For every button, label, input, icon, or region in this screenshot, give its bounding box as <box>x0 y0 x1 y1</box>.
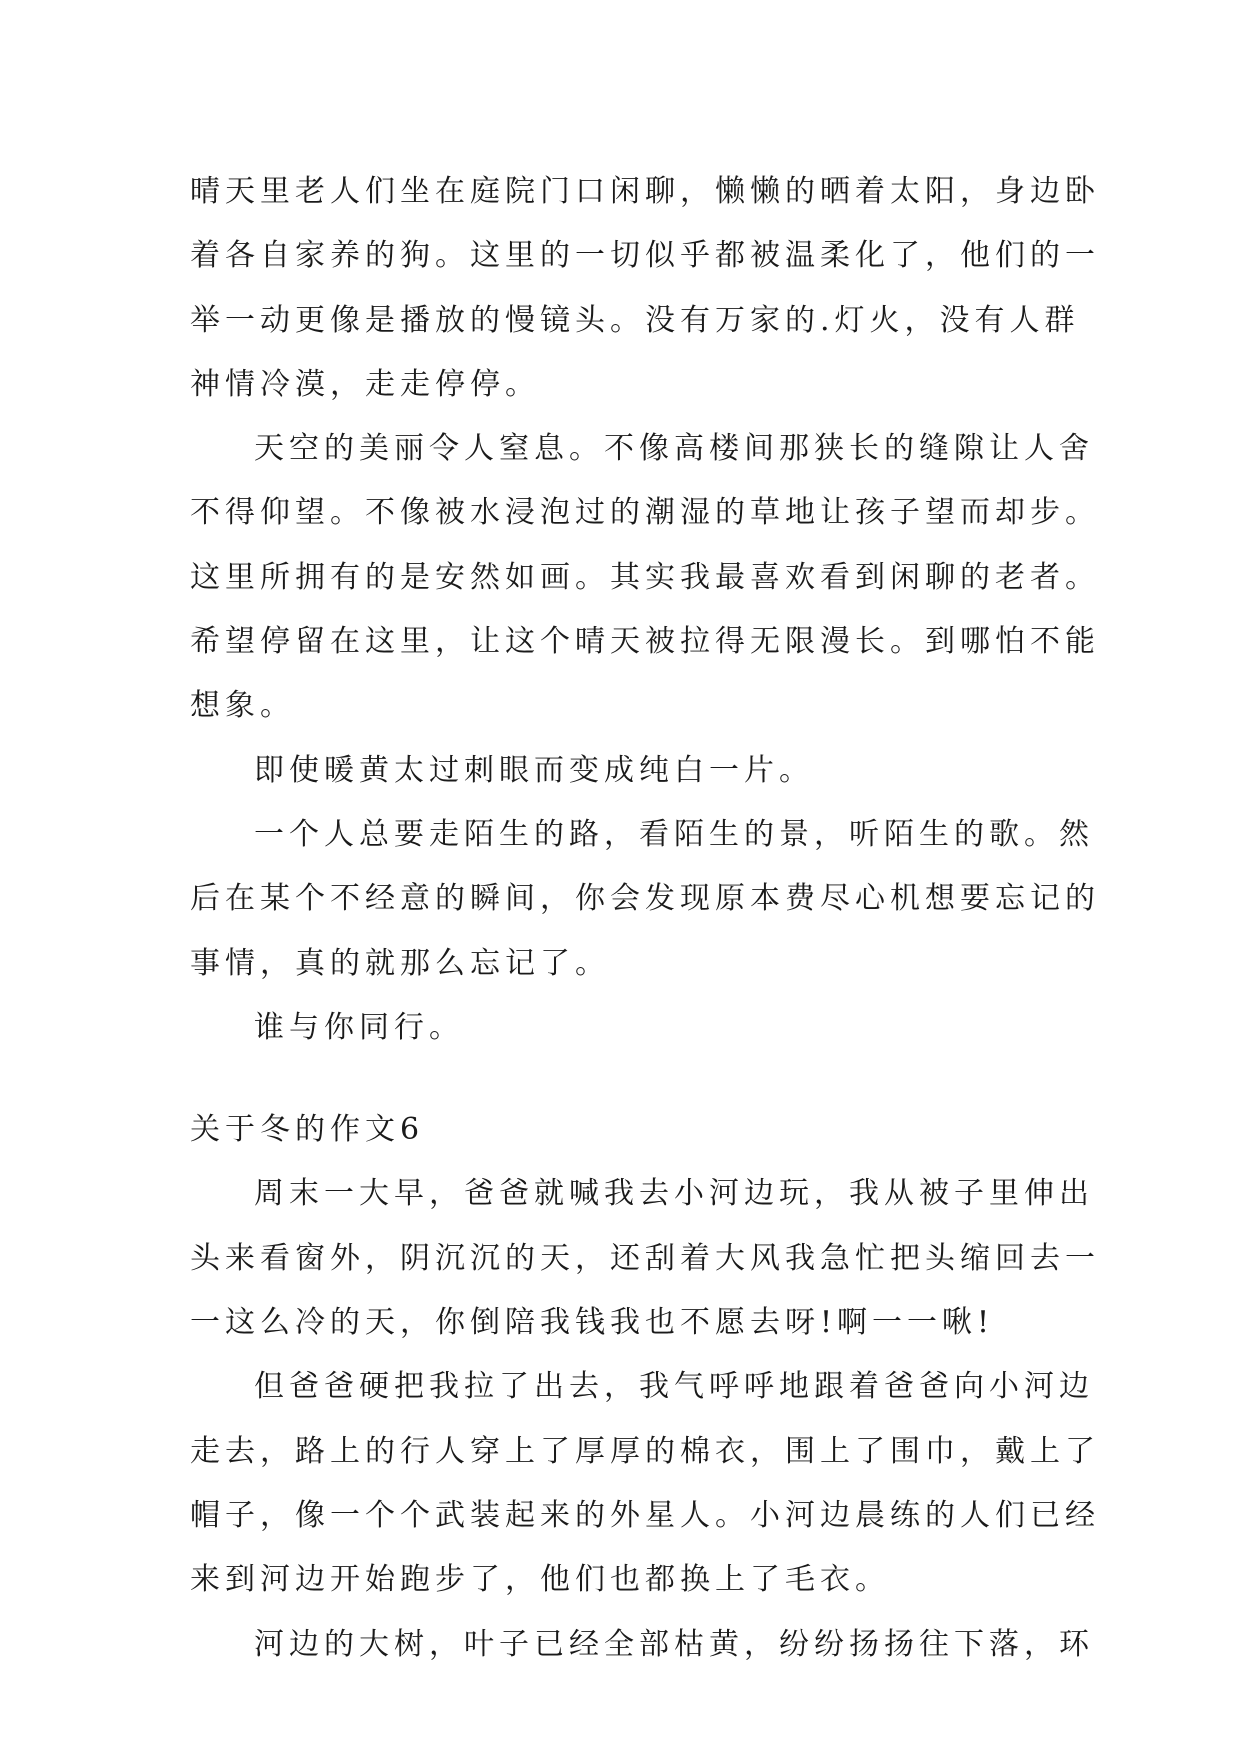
text-line: 后在某个不经意的瞬间，你会发现原本费尽心机想要忘记的 <box>190 881 1100 917</box>
text-line: 不得仰望。不像被水浸泡过的潮湿的草地让孩子望而却步。 <box>190 495 1100 531</box>
text-line: 着各自家养的狗。这里的一切似乎都被温柔化了，他们的一 <box>190 238 1100 274</box>
text-line: 一个人总要走陌生的路，看陌生的景，听陌生的歌。然 <box>254 816 1094 852</box>
text-line: 走去，路上的行人穿上了厚厚的棉衣，围上了围巾，戴上了 <box>190 1433 1100 1469</box>
text-line: 河边的大树，叶子已经全部枯黄，纷纷扬扬往下落，环 <box>254 1626 1094 1662</box>
text-line: 但爸爸硬把我拉了出去，我气呼呼地跟着爸爸向小河边 <box>254 1369 1094 1405</box>
text-line: 帽子，像一个个武装起来的外星人。小河边晨练的人们已经 <box>190 1497 1100 1533</box>
text-line: 天空的美丽令人窒息。不像高楼间那狭长的缝隙让人舍 <box>254 431 1094 467</box>
text-line: 一这么冷的天，你倒陪我钱我也不愿去呀!啊一一啾! <box>190 1305 995 1341</box>
paragraph-3 <box>190 739 1070 803</box>
paragraph-1 <box>190 160 1100 417</box>
paragraph-5 <box>190 996 1070 1060</box>
paragraph-7 <box>190 1355 1100 1612</box>
text-line: 谁与你同行。 <box>254 1009 464 1045</box>
text-line: 即使暖黄太过刺眼而变成纯白一片。 <box>254 752 814 788</box>
text-line: 这里所拥有的是安然如画。其实我最喜欢看到闲聊的老者。 <box>190 559 1100 595</box>
text-line: 晴天里老人们坐在庭院门口闲聊，懒懒的晒着太阳，身边卧 <box>190 174 1100 209</box>
document-body <box>190 160 1100 1677</box>
text-line: 神情冷漠，走走停停。 <box>190 366 540 402</box>
section-heading: 关于冬的作文6 <box>190 1112 425 1148</box>
section-gap <box>190 1060 1070 1098</box>
text-line: 希望停留在这里，让这个晴天被拉得无限漫长。到哪怕不能 <box>190 624 1100 660</box>
text-line: 事情，真的就那么忘记了。 <box>190 945 610 981</box>
text-line: 头来看窗外，阴沉沉的天，还刮着大风我急忙把头缩回去一 <box>190 1240 1100 1276</box>
text-line: 来到河边开始跑步了，他们也都换上了毛衣。 <box>190 1562 890 1598</box>
paragraph-2 <box>190 417 1100 738</box>
paragraph-6 <box>190 1162 1100 1355</box>
paragraph-8 <box>190 1613 1094 1677</box>
paragraph-4 <box>190 803 1100 996</box>
text-line: 想象。 <box>190 688 295 724</box>
text-line: 举一动更像是播放的慢镜头。没有万家的.灯火，没有人群 <box>190 302 1080 338</box>
text-line: 周末一大早，爸爸就喊我去小河边玩，我从被子里伸出 <box>254 1176 1094 1212</box>
